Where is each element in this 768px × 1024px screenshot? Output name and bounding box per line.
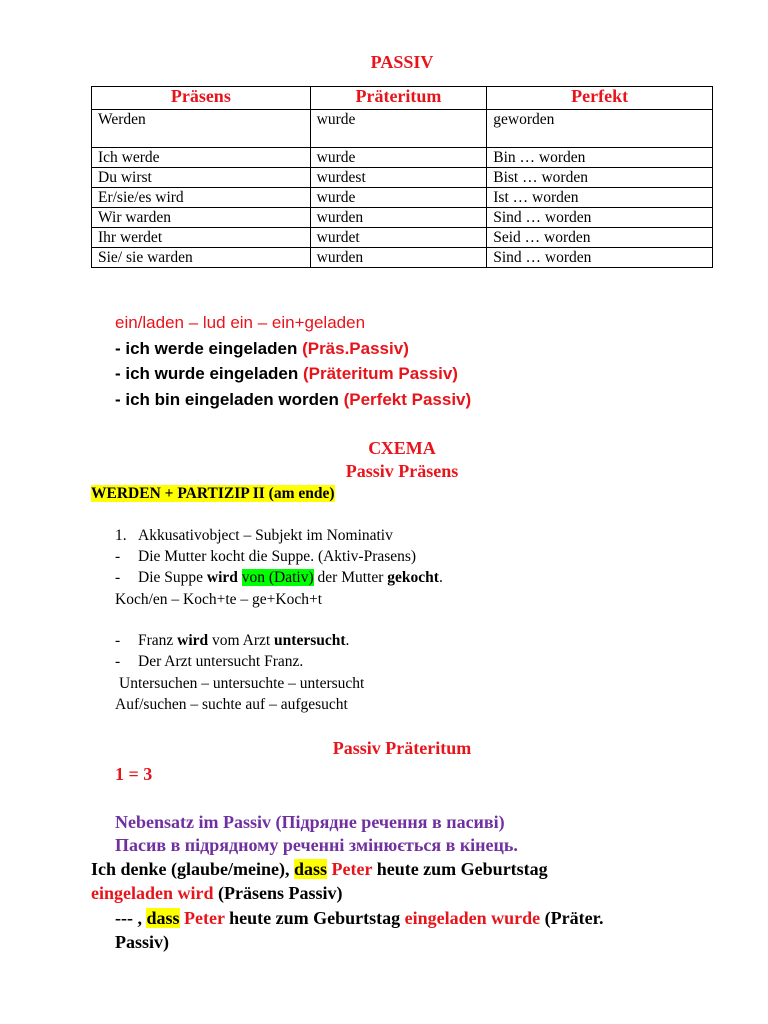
rule-text: Untersuchen – untersuchte – untersucht: [119, 675, 365, 692]
rule-text: Die Mutter kocht die Suppe. (Aktiv-Prasens): [138, 548, 417, 565]
praeteritum-title: Passiv Präteritum: [332, 738, 472, 758]
table-cell: Er/sie/es wird: [92, 188, 311, 208]
example-text: - ich bin eingeladen worden: [115, 390, 344, 409]
page-title: PASSIV: [370, 52, 434, 72]
rule-text: .: [438, 569, 443, 586]
rule-text: .: [345, 632, 350, 649]
table-cell: wurde: [310, 148, 487, 168]
table-cell: Sind … worden: [487, 248, 713, 268]
rule-line: [138, 569, 443, 587]
example-text: - ich werde eingeladen: [115, 339, 303, 358]
verb-forms-line: ein/laden – lud ein – ein+geladen: [115, 313, 366, 332]
table-cell: wurdest: [310, 168, 487, 188]
table-cell: Ich werde: [92, 148, 311, 168]
rule-text: Die Suppe: [138, 569, 207, 586]
bullet-dash: -: [115, 548, 121, 565]
table-row: [92, 228, 713, 248]
nebensatz-title: Nebensatz im Passiv (Підрядне речення в пасиві): [115, 812, 505, 832]
sentence-highlight: dass: [146, 908, 180, 928]
sentence-red: Peter: [184, 908, 225, 928]
example-tag: (Perfekt Passiv): [343, 390, 472, 409]
rule-highlight: von (Dativ): [241, 569, 314, 586]
table-cell: wurden: [310, 208, 487, 228]
conjugation-table: [91, 86, 713, 268]
table-cell: Wir warden: [92, 208, 311, 228]
table-row: [92, 248, 713, 268]
sentence-red: Peter: [331, 859, 373, 879]
table-cell: Ist … worden: [487, 188, 713, 208]
table-row: [92, 208, 713, 228]
sentence-text: --- ,: [115, 908, 147, 928]
example-line-2: [115, 364, 458, 384]
praeteritum-equation: 1 = 3: [115, 764, 153, 784]
sentence-text: heute zum Geburtstag: [372, 859, 548, 879]
table-cell: Seid … worden: [487, 228, 713, 248]
rule-number: 1.: [115, 527, 127, 544]
table-cell: Bist … worden: [487, 168, 713, 188]
column-header: Präsens: [92, 87, 311, 110]
formula-highlight: WERDEN + PARTIZIP II (am ende): [91, 485, 335, 502]
rule-line: [138, 632, 349, 650]
sentence-text: (Präter.: [540, 908, 604, 928]
sentence-red: eingeladen wurde: [404, 908, 541, 928]
nebensatz-subtitle: Пасив в підрядному реченні змінюється в кінець.: [115, 835, 518, 855]
formula-line: [91, 485, 335, 503]
example-tag: (Präs.Passiv): [302, 339, 409, 358]
column-header: Präteritum: [310, 87, 487, 110]
table-cell: Sie/ sie warden: [92, 248, 311, 268]
example-text: - ich wurde eingeladen: [115, 364, 303, 383]
table-cell: Ihr werdet: [92, 228, 311, 248]
table-row: [92, 188, 713, 208]
table-cell: Du wirst: [92, 168, 311, 188]
rule-bold: wird: [206, 569, 238, 586]
bullet-dash: -: [115, 569, 121, 586]
table-cell: Werden: [92, 110, 311, 148]
rule-bold: untersucht: [274, 632, 346, 649]
table-row: [92, 110, 713, 148]
bullet-dash: -: [115, 653, 121, 670]
sentence-line-2: [91, 883, 343, 904]
table-cell: Bin … worden: [487, 148, 713, 168]
bullet-dash: -: [115, 632, 121, 649]
sentence-text: heute zum Geburtstag: [224, 908, 405, 928]
table-row: [92, 168, 713, 188]
rule-bold: wird: [177, 632, 209, 649]
sentence-line-3: [115, 908, 603, 929]
sentence-text: Ich denke (glaube/meine),: [91, 859, 295, 879]
rule-text: Akkusativobject – Subjekt im Nominativ: [138, 527, 393, 544]
sentence-line-1: [91, 859, 548, 880]
example-line-3: [115, 390, 471, 410]
rule-text: vom Arzt: [208, 632, 275, 649]
sentence-highlight: dass: [294, 859, 328, 879]
rule-text: der Mutter: [313, 569, 388, 586]
table-cell: wurde: [310, 110, 487, 148]
example-line-1: [115, 339, 409, 359]
schema-title: СХЕМА: [368, 438, 436, 458]
schema-subtitle: Passiv Präsens: [345, 461, 459, 481]
rule-text: Auf/suchen – suchte auf – aufgesucht: [115, 696, 348, 713]
column-header: Perfekt: [487, 87, 713, 110]
table-cell: wurden: [310, 248, 487, 268]
table-cell: wurdet: [310, 228, 487, 248]
table-cell: wurde: [310, 188, 487, 208]
sentence-line-4: Passiv): [115, 932, 169, 952]
sentence-text: (Präsens Passiv): [213, 883, 343, 903]
table-row: [92, 148, 713, 168]
sentence-red: eingeladen wird: [91, 883, 214, 903]
rule-text: Der Arzt untersucht Franz.: [138, 653, 304, 670]
table-cell: Sind … worden: [487, 208, 713, 228]
table-cell: geworden: [487, 110, 713, 148]
example-tag: (Präteritum Passiv): [302, 364, 458, 383]
table-header-row: [92, 87, 713, 110]
rule-text: Franz: [138, 632, 178, 649]
rule-bold: gekocht: [387, 569, 439, 586]
rule-text: Koch/en – Koch+te – ge+Koch+t: [115, 591, 323, 608]
